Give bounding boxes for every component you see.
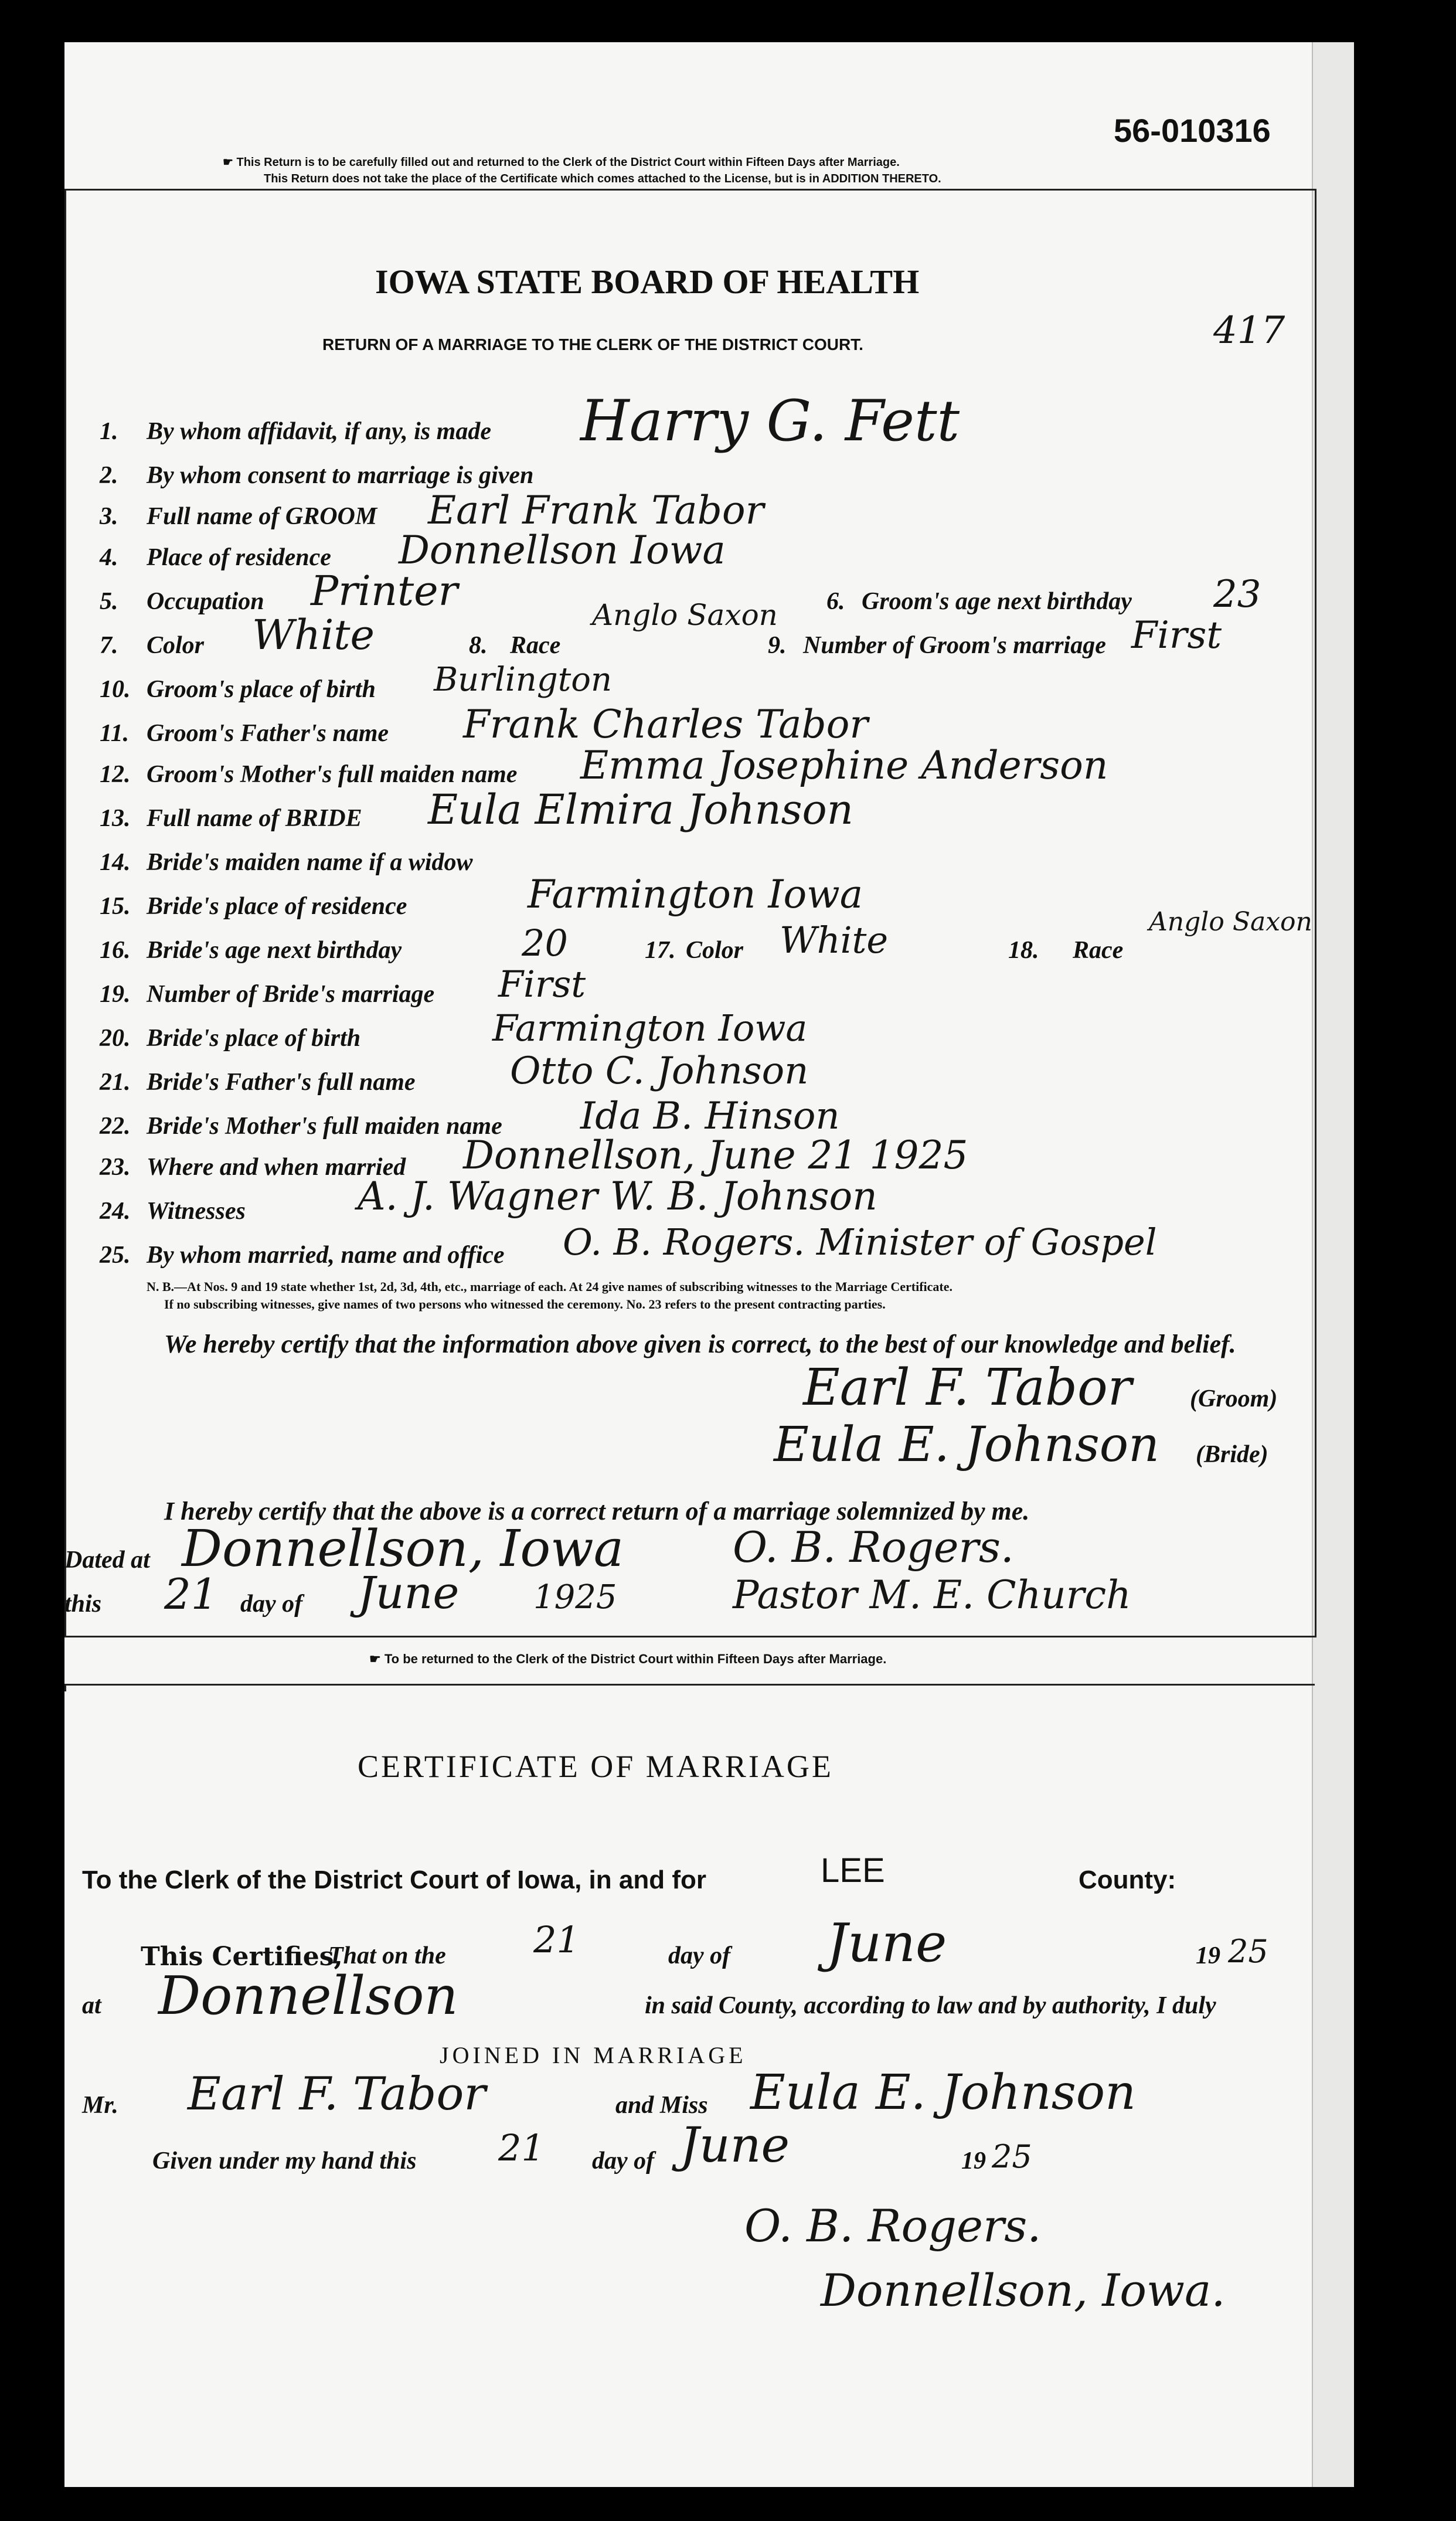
field-8-num: 8.: [469, 632, 488, 659]
field-17-label: Color: [686, 937, 744, 964]
county-label: County:: [1079, 1866, 1176, 1894]
field-7-num: 7.: [100, 632, 118, 659]
field-7-value: White: [252, 611, 375, 659]
at-label: at: [82, 1992, 101, 2019]
field-17-value: White: [780, 919, 889, 961]
field-18-value: Anglo Saxon: [1149, 907, 1312, 937]
field-21-label: Bride's Father's full name: [147, 1069, 416, 1096]
field-18-label: Race: [1073, 937, 1124, 964]
nb-line-1: N. B.—At Nos. 9 and 19 state whether 1st, 2d, 3d, 4th, etc., marriage of each. At 24 give names of subscribing witnesses to the Marriage Certificate.: [147, 1279, 953, 1294]
that-on-the: That on the: [328, 1942, 446, 1969]
field-6-value: 23: [1213, 573, 1261, 616]
groom-tag: (Groom): [1190, 1385, 1278, 1412]
field-23-value: Donnellson, June 21 1925: [463, 1133, 968, 1178]
pointing-hand-icon: ☛: [223, 156, 237, 169]
field-2-num: 2.: [100, 462, 118, 489]
field-22-num: 22.: [100, 1113, 131, 1140]
field-4-value: Donnellson Iowa: [399, 528, 726, 573]
field-17-num: 17.: [645, 937, 676, 964]
field-24-num: 24.: [100, 1198, 131, 1225]
record-number: 56-010316: [1114, 112, 1271, 149]
this-certifies: This Certifies,: [141, 1942, 343, 1972]
page-fold-strip: [1312, 42, 1354, 2487]
field-5-num: 5.: [100, 588, 118, 615]
field-7-label: Color: [147, 632, 205, 659]
field-14-label: Bride's maiden name if a widow: [147, 849, 473, 876]
field-15-value: Farmington Iowa: [528, 872, 863, 917]
document-page: [64, 42, 1354, 2487]
cert-signature: O. B. Rogers.: [744, 2200, 1042, 2252]
given-year-prefix: 19: [961, 2148, 986, 2175]
field-9-num: 9.: [768, 632, 787, 659]
dated-at-value: Donnellson, Iowa: [182, 1520, 624, 1578]
field-12-label: Groom's Mother's full maiden name: [147, 761, 518, 788]
field-11-value: Frank Charles Tabor: [463, 702, 868, 747]
field-10-label: Groom's place of birth: [147, 676, 376, 703]
field-16-label: Bride's age next birthday: [147, 937, 402, 964]
margin-number: 417: [1213, 309, 1285, 352]
cert-year-prefix: 19: [1196, 1942, 1220, 1969]
field-4-num: 4.: [100, 544, 118, 571]
nb-line-2: If no subscribing witnesses, give names of two persons who witnessed the ceremony. No. 23 refers to the present contracting parties.: [164, 1297, 886, 1312]
field-23-label: Where and when married: [147, 1154, 406, 1181]
given-day-of: day of: [592, 2148, 655, 2175]
field-8-value: Anglo Saxon: [592, 598, 778, 632]
solemnized-statement: I hereby certify that the above is a correct return of a marriage solemnized by me.: [164, 1497, 1030, 1525]
field-23-num: 23.: [100, 1154, 131, 1181]
field-20-value: Farmington Iowa: [492, 1007, 808, 1049]
field-10-value: Burlington: [434, 661, 613, 699]
field-8-label: Race: [510, 632, 561, 659]
miss-label: and Miss: [615, 2092, 708, 2119]
officiant-signature: O. B. Rogers.: [733, 1523, 1014, 1572]
board-title: IOWA STATE BOARD OF HEALTH: [375, 263, 920, 301]
notice-line-1: [223, 155, 900, 169]
given-under: Given under my hand this: [152, 2148, 417, 2175]
bride-tag: (Bride): [1196, 1441, 1268, 1468]
groom-signature: Earl F. Tabor: [803, 1358, 1132, 1417]
miss-name: Eula E. Johnson: [750, 2065, 1136, 2121]
mr-name: Earl F. Tabor: [188, 2068, 486, 2121]
field-13-label: Full name of BRIDE: [147, 805, 362, 832]
field-25-label: By whom married, name and office: [147, 1242, 505, 1269]
field-18-num: 18.: [1008, 937, 1039, 964]
field-3-label: Full name of GROOM: [147, 503, 377, 530]
joined-heading: JOINED IN MARRIAGE: [440, 2042, 747, 2068]
day-value: 21: [164, 1569, 218, 1619]
certificate-title: CERTIFICATE OF MARRIAGE: [358, 1749, 834, 1784]
field-19-label: Number of Bride's marriage: [147, 981, 435, 1008]
return-subtitle: RETURN OF A MARRIAGE TO THE CLERK OF THE DISTRICT COURT.: [322, 335, 863, 354]
field-1-num: 1.: [100, 418, 118, 445]
field-13-num: 13.: [100, 805, 131, 832]
field-25-num: 25.: [100, 1242, 131, 1269]
field-13-value: Eula Elmira Johnson: [428, 786, 853, 834]
cert-month: June: [826, 1912, 947, 1974]
cert-day: 21: [533, 1918, 580, 1961]
mr-label: Mr.: [82, 2092, 118, 2119]
notice-bottom: [369, 1652, 886, 1667]
field-19-num: 19.: [100, 981, 131, 1008]
in-said-county: in said County, according to law and by authority, I duly: [645, 1992, 1216, 2019]
field-3-value: Earl Frank Tabor: [428, 488, 764, 533]
field-1-label: By whom affidavit, if any, is made: [147, 418, 491, 445]
this-label: this: [64, 1591, 102, 1618]
field-15-num: 15.: [100, 893, 131, 920]
officiant-title: Pastor M. E. Church: [733, 1572, 1131, 1618]
field-14-num: 14.: [100, 849, 131, 876]
notice-line-1-text: This Return is to be carefully filled out and returned to the Clerk of the District Court within Fifteen Days after Marriage.: [236, 156, 900, 169]
field-20-label: Bride's place of birth: [147, 1025, 361, 1052]
field-1-value: Harry G. Fett: [580, 388, 960, 454]
dated-at-label: Dated at: [64, 1547, 150, 1574]
field-10-num: 10.: [100, 676, 131, 703]
field-2-label: By whom consent to marriage is given: [147, 462, 534, 489]
given-year-suffix: 25: [992, 2138, 1032, 2175]
field-16-value: 20: [522, 922, 568, 964]
field-25-value: O. B. Rogers. Minister of Gospel: [563, 1221, 1157, 1263]
pointing-hand-icon-2: ☛: [369, 1652, 385, 1666]
notice-line-2: This Return does not take the place of the Certificate which comes attached to the License, but is in ADDITION THERETO.: [264, 172, 941, 185]
given-month: June: [680, 2118, 790, 2173]
cert-signature-place: Donnellson, Iowa.: [821, 2264, 1226, 2316]
field-5-label: Occupation: [147, 588, 264, 615]
cert-day-of: day of: [668, 1942, 731, 1969]
certify-statement: We hereby certify that the information above given is correct, to the best of our knowledge and belief.: [164, 1330, 1236, 1358]
field-12-num: 12.: [100, 761, 131, 788]
field-11-label: Groom's Father's name: [147, 720, 389, 747]
cert-year-suffix: 25: [1228, 1933, 1268, 1970]
field-4-label: Place of residence: [147, 544, 331, 571]
field-15-label: Bride's place of residence: [147, 893, 407, 920]
field-11-num: 11.: [100, 720, 130, 747]
year-value: 1925: [533, 1578, 617, 1616]
field-20-num: 20.: [100, 1025, 131, 1052]
field-21-num: 21.: [100, 1069, 131, 1096]
field-6-num: 6.: [826, 588, 845, 615]
field-24-value: A. J. Wagner W. B. Johnson: [358, 1174, 877, 1219]
field-6-label: Groom's age next birthday: [862, 588, 1132, 615]
cert-place: Donnellson: [158, 1965, 458, 2027]
certificate-box-top: [64, 1684, 1315, 1691]
field-12-value: Emma Josephine Anderson: [580, 743, 1108, 788]
field-24-label: Witnesses: [147, 1198, 246, 1225]
bride-signature: Eula E. Johnson: [774, 1417, 1159, 1473]
field-9-value: First: [1131, 614, 1222, 657]
notice-bottom-text: To be returned to the Clerk of the District Court within Fifteen Days after Marriage.: [384, 1652, 887, 1666]
field-22-value: Ida B. Hinson: [580, 1095, 840, 1138]
day-of-label: day of: [240, 1591, 303, 1618]
field-21-value: Otto C. Johnson: [510, 1049, 809, 1093]
field-19-value: First: [498, 963, 586, 1005]
field-16-num: 16.: [100, 937, 131, 964]
field-3-num: 3.: [100, 503, 118, 530]
field-5-value: Printer: [311, 567, 458, 615]
given-day: 21: [498, 2126, 545, 2169]
month-value: June: [358, 1567, 460, 1619]
field-22-label: Bride's Mother's full maiden name: [147, 1113, 502, 1140]
field-9-label: Number of Groom's marriage: [803, 632, 1106, 659]
county-value: LEE: [821, 1851, 885, 1890]
clerk-line: To the Clerk of the District Court of Iowa, in and for: [82, 1866, 706, 1894]
